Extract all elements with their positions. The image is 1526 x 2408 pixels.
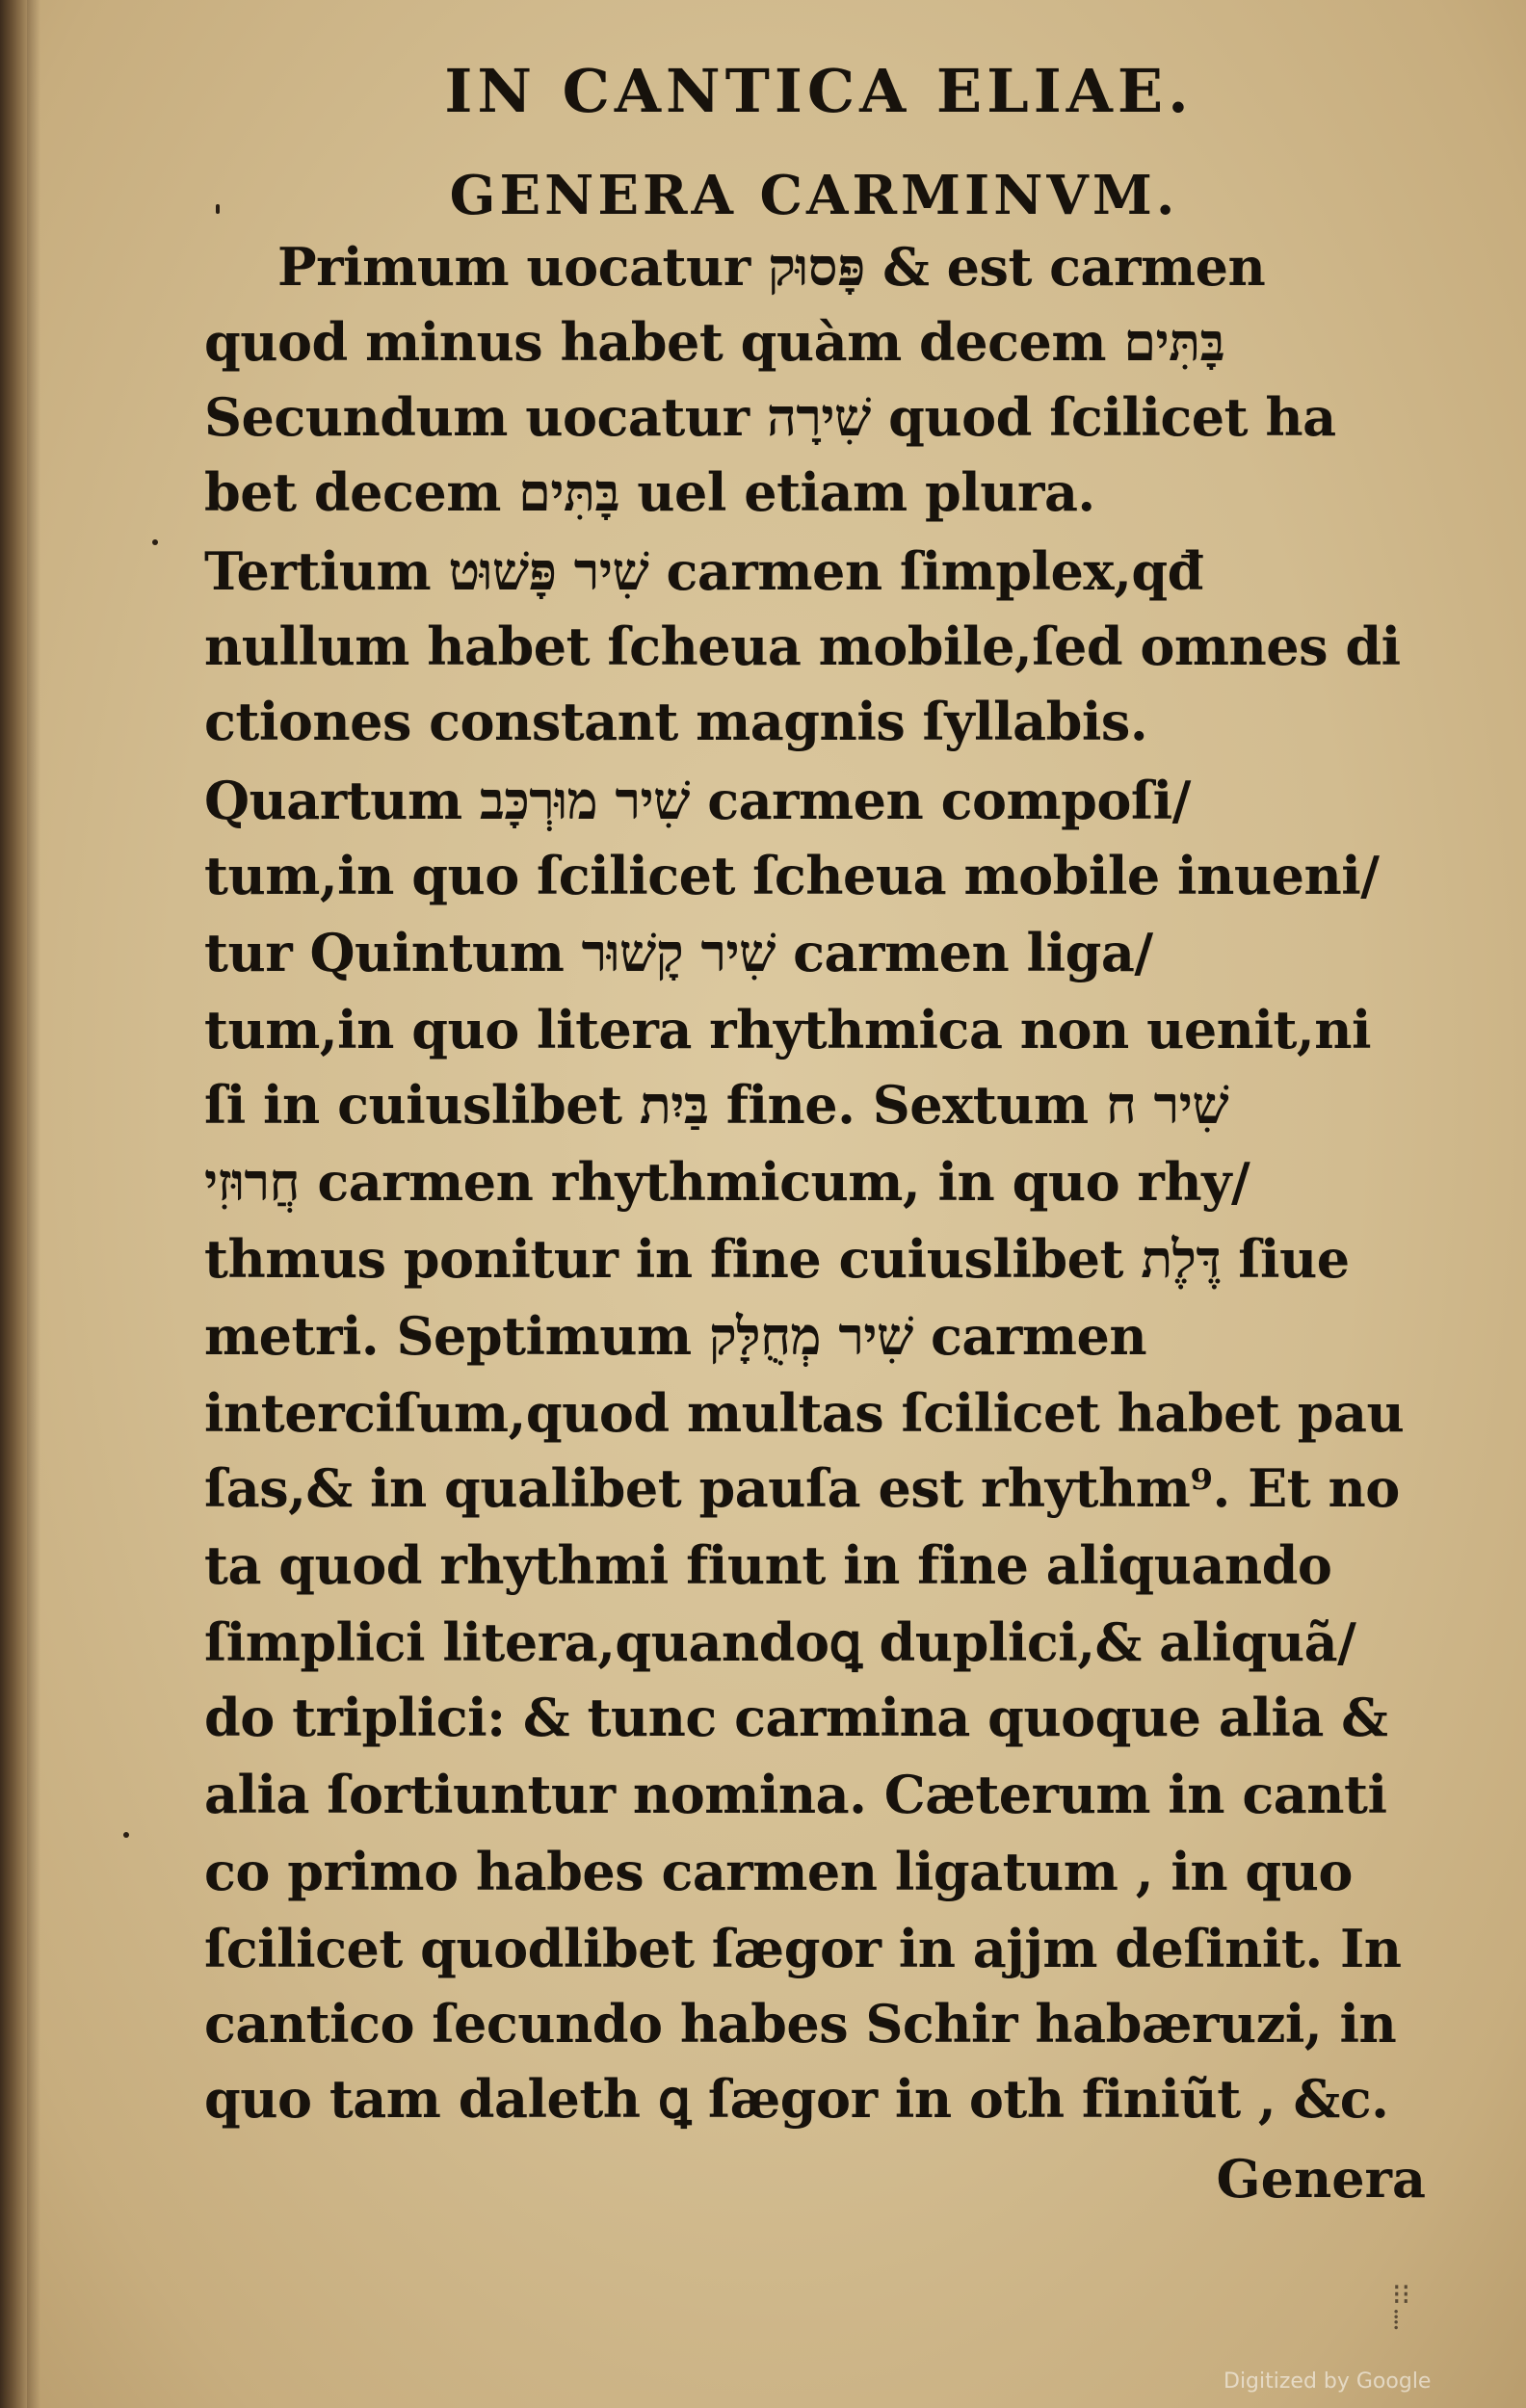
text-line: metri. Septimum שִׁיר מְחֻלָּק carmen [204,1305,1147,1367]
text-line: thmus ponitur in fine cuiuslibet דֶּלֶת ſiue [204,1228,1350,1290]
text-line: do triplici: & tunc carmina quoque alia & [204,1687,1388,1748]
signature-mark: ⁝⁝ ⁞ [1392,2278,1411,2337]
ink-speck [152,539,158,545]
text-line: Tertium שִׁיר פָּשׁוּט carmen ſimplex,qđ [204,540,1203,602]
text-line: ſi in cuiuslibet בַּיִת fine. Sextum שִׁיר ח [204,1074,1229,1136]
text-line: cantico ſecundo habes Schir habæruzi, in [204,1993,1397,2055]
page-gutter-shadow [0,0,27,2408]
text-line: tum,in quo ſcilicet ſcheua mobile inueni/ [204,845,1380,906]
text-line: bet decem בָּתִּים uel etiam plura. [204,461,1095,523]
text-line: ctiones constant magnis ſyllabis. [204,691,1148,752]
text-line: ta quod rhythmi fiunt in fine aliquando [204,1534,1332,1596]
page-gutter-fade [27,0,40,2408]
text-line: tur Quintum שִׁיר קָשׁוּר carmen liga/ [204,922,1153,983]
running-head: IN CANTICA ELIAE. [444,56,1194,126]
text-line: ſimplici litera,quandoꝗ duplici,& aliquã/ [204,1611,1356,1673]
ink-speck [123,1832,129,1838]
text-line: co primo habes carmen ligatum , in quo [204,1841,1353,1902]
catchword: Genera [1216,2148,1426,2210]
text-line: Primum uocatur פָּסוּק & est carmen [277,236,1266,298]
text-line: חֲרוּזִי carmen rhythmicum, in quo rhy/ [204,1151,1250,1213]
text-line: tum,in quo litera rhythmica non uenit,ni [204,999,1371,1060]
text-line: quod minus habet quàm decem בָּתִּים [204,311,1225,373]
text-line: interciſum,quod multas ſcilicet habet pau [204,1382,1405,1444]
text-line: ſas,& in qualibet pauſa est rhythm⁹. Et no [204,1457,1400,1519]
text-line: ſcilicet quodlibet ſægor in ajjm deſinit. In [204,1918,1402,1979]
text-line: Secundum uocatur שִׁירָה quod ſcilicet ha [204,386,1336,448]
text-line: alia ſortiuntur nomina. Cæterum in canti [204,1764,1387,1825]
digitization-watermark: Digitized by Google [1223,2369,1432,2394]
text-line: quo tam daleth ꝗ ſægor in oth finiũt , &c. [204,2068,1389,2130]
text-line: nullum habet ſcheua mobile,ſed omnes di [204,615,1401,677]
text-line: Quartum שִׁיר מוּרְכָּב carmen compoſi/ [204,770,1191,831]
ink-speck [216,204,220,214]
section-heading: GENERA CARMINVM. [449,164,1179,227]
